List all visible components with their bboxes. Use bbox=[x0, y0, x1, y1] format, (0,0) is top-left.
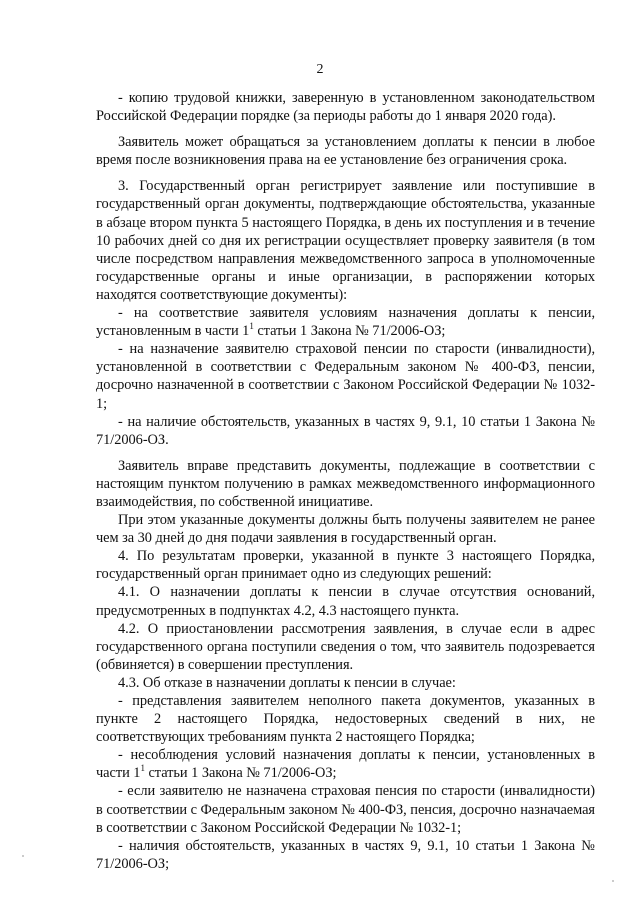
superscript: 1 bbox=[140, 763, 145, 774]
superscript: 1 bbox=[249, 321, 254, 332]
text-segment: статьи 1 Закона № 71/2006-ОЗ; bbox=[253, 323, 446, 340]
paragraph-check-pension: - на назначение заявителю страховой пенсии по старости (инвалидности), установленной в соответствии с Федеральным законом № 400-ФЗ, пенсии, досрочно назначенной в соответствии с Законом Российской Федерации № 1032-1; bbox=[96, 341, 595, 412]
text-segment: - несоблюдения условий назначения доплаты к пенсии, установленных в части 1 bbox=[96, 747, 595, 782]
paragraph-own-initiative: Заявитель вправе представить документы, подлежащие в соответствии с настоящим пунктом получению в рамках межведомственного информационного взаимодействия, по собственной инициативе. bbox=[96, 457, 595, 510]
paragraph-work-book-copy: - копию трудовой книжки, заверенную в установленном законодательством Российской Федерации порядке (за периоды работы до 1 января 2020 года). bbox=[96, 90, 595, 125]
paragraph-point-4-3: 4.3. Об отказе в назначении доплаты к пенсии в случае: bbox=[118, 674, 456, 691]
page-number: 2 bbox=[316, 62, 324, 77]
paragraph-point-3: 3. Государственный орган регистрирует заявление или поступившие в государственный орган документы, подтверждающие обстоятельства, указанные в абзаце втором пункта 5 настоящего Порядка, в день их поступления и в течение 10 рабочих дней со дня их регистрации осуществляет проверку заявителя (в том числе посредством направления межведомственного запроса в уполномоченные государственные органы и иные организации, в распоряжении которых находятся соответствующие документы): bbox=[96, 178, 595, 303]
paragraph-check-circumstances: - на наличие обстоятельств, указанных в частях 9, 9.1, 10 статьи 1 Закона № 71/2006-ОЗ. bbox=[96, 413, 595, 448]
paragraph-point-4-2: 4.2. О приостановлении рассмотрения заявления, в случае если в адрес государственного органа поступили сведения о том, что заявитель подозревается (обвиняется) в совершении преступления. bbox=[96, 620, 595, 673]
scan-speck bbox=[612, 880, 614, 882]
paragraph-incomplete-docs: - представления заявителем неполного пакета документов, указанных в пункте 2 настоящего Порядка, недостоверных сведений в них, не соответствующих требованиям пункта 2 настоящего Порядка; bbox=[96, 693, 595, 746]
paragraph-no-pension: - если заявителю не назначена страховая пенсия по старости (инвалидности) в соответствии с Федеральным законом № 400-ФЗ, пенсия, досрочно назначаемая в соответствии с Законом Российской Федерации № 1032-1; bbox=[96, 783, 595, 836]
paragraph-application-time: Заявитель может обращаться за установлением доплаты к пенсии в любое время после возникновения права на ее установление без ограничения срока. bbox=[96, 134, 595, 169]
paragraph-non-compliance bbox=[96, 746, 595, 782]
paragraph-point-4-1: 4.1. О назначении доплаты к пенсии в случае отсутствия оснований, предусмотренных в подпунктах 4.2, 4.3 настоящего пункта. bbox=[96, 584, 595, 619]
scan-speck bbox=[22, 855, 24, 857]
paragraph-check-conditions bbox=[96, 304, 595, 340]
document-body bbox=[96, 89, 595, 873]
text-segment: статьи 1 Закона № 71/2006-ОЗ; bbox=[144, 765, 337, 782]
paragraph-point-4: 4. По результатам проверки, указанной в пункте 3 настоящего Порядка, государственный орган принимает одно из следующих решений: bbox=[96, 548, 595, 583]
paragraph-30-days: При этом указанные документы должны быть получены заявителем не ранее чем за 30 дней до дня подачи заявления в государственный орган. bbox=[96, 512, 595, 547]
text-segment: - на соответствие заявителя условиям назначения доплаты к пенсии, установленным в части 1 bbox=[96, 305, 595, 340]
paragraph-circumstances: - наличия обстоятельств, указанных в частях 9, 9.1, 10 статьи 1 Закона № 71/2006-ОЗ; bbox=[96, 837, 595, 872]
